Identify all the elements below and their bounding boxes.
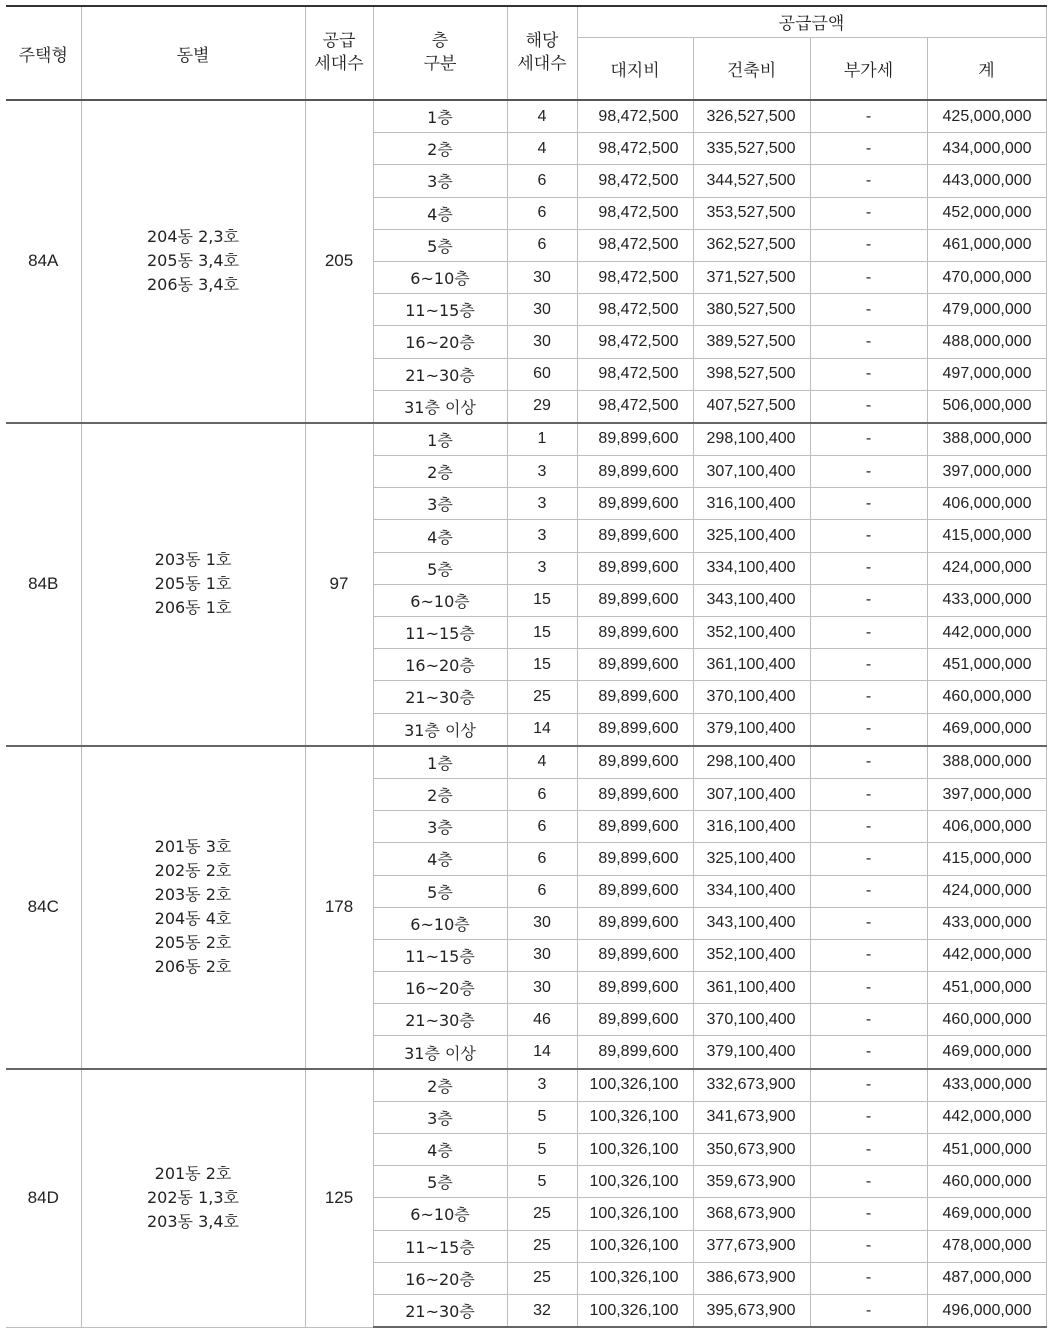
building-list-cell [81,100,305,423]
construction-price-cell: 343,100,400 [693,907,810,939]
unit-type-cell: 84B [6,423,81,746]
total-price-cell: 451,000,000 [927,649,1046,681]
header-building: 동별 [81,6,305,100]
floor-cell: 16~20층 [373,1262,507,1294]
vat-cell: - [810,681,927,713]
construction-price-cell: 370,100,400 [693,1004,810,1036]
units-cell: 6 [507,229,577,261]
header-units [507,6,577,100]
building-line: 203동 2호 [154,885,232,905]
vat-cell: - [810,358,927,390]
total-price-cell: 424,000,000 [927,552,1046,584]
units-cell: 5 [507,1101,577,1133]
vat-cell: - [810,1198,927,1230]
total-price-cell: 487,000,000 [927,1262,1046,1294]
total-price-cell: 397,000,000 [927,778,1046,810]
floor-cell: 11~15층 [373,939,507,971]
table-row [6,1069,1046,1102]
construction-price-cell: 326,527,500 [693,100,810,133]
land-price-cell: 100,326,100 [577,1166,693,1198]
total-price-cell: 460,000,000 [927,1004,1046,1036]
units-cell: 4 [507,133,577,165]
land-price-cell: 89,899,600 [577,907,693,939]
land-price-cell: 100,326,100 [577,1294,693,1327]
vat-cell: - [810,165,927,197]
supply-units-cell: 125 [305,1069,373,1328]
building-line: 204동 2,3호 [147,227,239,247]
total-price-cell: 470,000,000 [927,261,1046,293]
floor-cell: 21~30층 [373,1294,507,1327]
floor-cell: 16~20층 [373,649,507,681]
header-land: 대지비 [577,37,693,100]
vat-cell: - [810,456,927,488]
floor-cell: 31층 이상 [373,713,507,746]
construction-price-cell: 307,100,400 [693,778,810,810]
total-price-cell: 497,000,000 [927,358,1046,390]
total-price-cell: 460,000,000 [927,1166,1046,1198]
vat-cell: - [810,584,927,616]
vat-cell: - [810,1069,927,1102]
construction-price-cell: 352,100,400 [693,617,810,649]
land-price-cell: 89,899,600 [577,456,693,488]
vat-cell: - [810,907,927,939]
units-cell: 15 [507,649,577,681]
total-price-cell: 452,000,000 [927,197,1046,229]
floor-cell: 2층 [373,133,507,165]
floor-cell: 5층 [373,1166,507,1198]
land-price-cell: 100,326,100 [577,1198,693,1230]
supply-units-cell: 97 [305,423,373,746]
header-units-line1: 해당 [525,31,559,51]
construction-price-cell: 407,527,500 [693,390,810,423]
construction-price-cell: 380,527,500 [693,294,810,326]
total-price-cell: 506,000,000 [927,390,1046,423]
building-line: 202동 1,3호 [147,1188,239,1208]
total-price-cell: 388,000,000 [927,423,1046,456]
table-row [6,100,1046,133]
floor-cell: 5층 [373,875,507,907]
construction-price-cell: 361,100,400 [693,972,810,1004]
floor-cell: 4층 [373,520,507,552]
construction-price-cell: 371,527,500 [693,261,810,293]
building-list-cell [81,423,305,746]
total-price-cell: 461,000,000 [927,229,1046,261]
construction-price-cell: 316,100,400 [693,488,810,520]
units-cell: 6 [507,843,577,875]
table-row [6,746,1046,779]
construction-price-cell: 334,100,400 [693,875,810,907]
total-price-cell: 479,000,000 [927,294,1046,326]
header-supply-units-line2: 세대수 [314,54,364,74]
land-price-cell: 89,899,600 [577,423,693,456]
construction-price-cell: 316,100,400 [693,811,810,843]
building-line: 206동 2호 [154,957,232,977]
construction-price-cell: 334,100,400 [693,552,810,584]
construction-price-cell: 335,527,500 [693,133,810,165]
header-supply-units-line1: 공급 [322,31,356,51]
land-price-cell: 89,899,600 [577,488,693,520]
building-line: 204동 4호 [154,909,232,929]
units-cell: 30 [507,939,577,971]
vat-cell: - [810,972,927,1004]
floor-cell: 1층 [373,746,507,779]
land-price-cell: 98,472,500 [577,261,693,293]
units-cell: 15 [507,584,577,616]
floor-cell: 1층 [373,423,507,456]
units-cell: 30 [507,294,577,326]
floor-cell: 21~30층 [373,358,507,390]
floor-cell: 4층 [373,843,507,875]
land-price-cell: 98,472,500 [577,229,693,261]
building-line: 203동 1호 [154,550,232,570]
construction-price-cell: 344,527,500 [693,165,810,197]
header-price-group: 공급금액 [577,6,1046,37]
total-price-cell: 469,000,000 [927,1198,1046,1230]
vat-cell: - [810,294,927,326]
vat-cell: - [810,875,927,907]
units-cell: 6 [507,811,577,843]
vat-cell: - [810,649,927,681]
total-price-cell: 442,000,000 [927,1101,1046,1133]
land-price-cell: 89,899,600 [577,713,693,746]
table-header [6,6,1046,100]
floor-cell: 6~10층 [373,1198,507,1230]
total-price-cell: 469,000,000 [927,713,1046,746]
construction-price-cell: 379,100,400 [693,713,810,746]
land-price-cell: 89,899,600 [577,520,693,552]
units-cell: 6 [507,875,577,907]
units-cell: 25 [507,1262,577,1294]
units-cell: 30 [507,261,577,293]
vat-cell: - [810,552,927,584]
total-price-cell: 460,000,000 [927,681,1046,713]
land-price-cell: 89,899,600 [577,746,693,779]
units-cell: 29 [507,390,577,423]
land-price-cell: 98,472,500 [577,294,693,326]
vat-cell: - [810,1101,927,1133]
building-line: 206동 3,4호 [147,275,239,295]
construction-price-cell: 307,100,400 [693,456,810,488]
floor-cell: 21~30층 [373,681,507,713]
construction-price-cell: 298,100,400 [693,746,810,779]
supply-units-cell: 205 [305,100,373,423]
vat-cell: - [810,1294,927,1327]
units-cell: 3 [507,488,577,520]
total-price-cell: 415,000,000 [927,520,1046,552]
total-price-cell: 469,000,000 [927,1036,1046,1069]
vat-cell: - [810,133,927,165]
total-price-cell: 434,000,000 [927,133,1046,165]
floor-cell: 5층 [373,552,507,584]
land-price-cell: 89,899,600 [577,1036,693,1069]
construction-price-cell: 350,673,900 [693,1134,810,1166]
construction-price-cell: 362,527,500 [693,229,810,261]
floor-cell: 2층 [373,778,507,810]
units-cell: 3 [507,456,577,488]
floor-cell: 2층 [373,456,507,488]
floor-cell: 2층 [373,1069,507,1102]
land-price-cell: 89,899,600 [577,811,693,843]
vat-cell: - [810,746,927,779]
land-price-cell: 89,899,600 [577,939,693,971]
total-price-cell: 451,000,000 [927,972,1046,1004]
vat-cell: - [810,1134,927,1166]
land-price-cell: 89,899,600 [577,649,693,681]
table-row [6,423,1046,456]
floor-cell: 31층 이상 [373,1036,507,1069]
units-cell: 46 [507,1004,577,1036]
land-price-cell: 89,899,600 [577,1004,693,1036]
floor-cell: 6~10층 [373,584,507,616]
units-cell: 14 [507,1036,577,1069]
construction-price-cell: 325,100,400 [693,520,810,552]
land-price-cell: 98,472,500 [577,390,693,423]
total-price-cell: 443,000,000 [927,165,1046,197]
floor-cell: 11~15층 [373,294,507,326]
construction-price-cell: 352,100,400 [693,939,810,971]
units-cell: 3 [507,1069,577,1102]
units-cell: 6 [507,197,577,229]
units-cell: 25 [507,1230,577,1262]
header-total: 계 [927,37,1046,100]
total-price-cell: 388,000,000 [927,746,1046,779]
header-supply-units [305,6,373,100]
vat-cell: - [810,390,927,423]
units-cell: 25 [507,681,577,713]
total-price-cell: 425,000,000 [927,100,1046,133]
vat-cell: - [810,261,927,293]
construction-price-cell: 379,100,400 [693,1036,810,1069]
floor-cell: 31층 이상 [373,390,507,423]
vat-cell: - [810,229,927,261]
building-list-cell [81,746,305,1069]
building-line: 206동 1호 [154,598,232,618]
construction-price-cell: 298,100,400 [693,423,810,456]
construction-price-cell: 353,527,500 [693,197,810,229]
units-cell: 5 [507,1166,577,1198]
land-price-cell: 100,326,100 [577,1262,693,1294]
floor-cell: 1층 [373,100,507,133]
header-construction: 건축비 [693,37,810,100]
units-cell: 60 [507,358,577,390]
land-price-cell: 98,472,500 [577,358,693,390]
table-body [6,100,1046,1327]
building-line: 205동 2호 [154,933,232,953]
total-price-cell: 406,000,000 [927,811,1046,843]
land-price-cell: 100,326,100 [577,1134,693,1166]
total-price-cell: 496,000,000 [927,1294,1046,1327]
land-price-cell: 100,326,100 [577,1230,693,1262]
supply-units-cell: 178 [305,746,373,1069]
vat-cell: - [810,423,927,456]
floor-cell: 5층 [373,229,507,261]
construction-price-cell: 370,100,400 [693,681,810,713]
total-price-cell: 415,000,000 [927,843,1046,875]
units-cell: 5 [507,1134,577,1166]
construction-price-cell: 368,673,900 [693,1198,810,1230]
construction-price-cell: 398,527,500 [693,358,810,390]
land-price-cell: 98,472,500 [577,133,693,165]
land-price-cell: 89,899,600 [577,552,693,584]
vat-cell: - [810,1004,927,1036]
construction-price-cell: 325,100,400 [693,843,810,875]
floor-cell: 21~30층 [373,1004,507,1036]
building-line: 203동 3,4호 [147,1212,239,1232]
building-line: 201동 2호 [154,1164,232,1184]
units-cell: 3 [507,520,577,552]
header-floor-line2: 구분 [423,54,457,74]
land-price-cell: 98,472,500 [577,100,693,133]
vat-cell: - [810,488,927,520]
total-price-cell: 442,000,000 [927,617,1046,649]
construction-price-cell: 341,673,900 [693,1101,810,1133]
total-price-cell: 478,000,000 [927,1230,1046,1262]
construction-price-cell: 386,673,900 [693,1262,810,1294]
vat-cell: - [810,100,927,133]
vat-cell: - [810,617,927,649]
construction-price-cell: 359,673,900 [693,1166,810,1198]
total-price-cell: 424,000,000 [927,875,1046,907]
units-cell: 30 [507,326,577,358]
units-cell: 4 [507,746,577,779]
floor-cell: 6~10층 [373,907,507,939]
units-cell: 30 [507,907,577,939]
land-price-cell: 98,472,500 [577,197,693,229]
land-price-cell: 89,899,600 [577,843,693,875]
vat-cell: - [810,197,927,229]
units-cell: 4 [507,100,577,133]
vat-cell: - [810,713,927,746]
total-price-cell: 433,000,000 [927,907,1046,939]
land-price-cell: 98,472,500 [577,326,693,358]
vat-cell: - [810,326,927,358]
header-type: 주택형 [6,6,81,100]
land-price-cell: 100,326,100 [577,1101,693,1133]
building-line: 202동 2호 [154,861,232,881]
floor-cell: 6~10층 [373,261,507,293]
total-price-cell: 442,000,000 [927,939,1046,971]
units-cell: 32 [507,1294,577,1327]
land-price-cell: 89,899,600 [577,584,693,616]
floor-cell: 3층 [373,488,507,520]
header-floor [373,6,507,100]
construction-price-cell: 389,527,500 [693,326,810,358]
land-price-cell: 89,899,600 [577,681,693,713]
building-list-cell [81,1069,305,1328]
vat-cell: - [810,778,927,810]
total-price-cell: 397,000,000 [927,456,1046,488]
units-cell: 25 [507,1198,577,1230]
unit-type-cell: 84A [6,100,81,423]
floor-cell: 4층 [373,197,507,229]
floor-cell: 3층 [373,1101,507,1133]
units-cell: 6 [507,778,577,810]
units-cell: 14 [507,713,577,746]
building-line: 205동 1호 [154,574,232,594]
land-price-cell: 100,326,100 [577,1069,693,1102]
vat-cell: - [810,1036,927,1069]
vat-cell: - [810,843,927,875]
vat-cell: - [810,520,927,552]
floor-cell: 11~15층 [373,617,507,649]
construction-price-cell: 343,100,400 [693,584,810,616]
total-price-cell: 451,000,000 [927,1134,1046,1166]
vat-cell: - [810,1166,927,1198]
vat-cell: - [810,939,927,971]
units-cell: 15 [507,617,577,649]
header-floor-line1: 층 [431,31,449,51]
floor-cell: 4층 [373,1134,507,1166]
vat-cell: - [810,1262,927,1294]
floor-cell: 16~20층 [373,972,507,1004]
land-price-cell: 98,472,500 [577,165,693,197]
total-price-cell: 488,000,000 [927,326,1046,358]
units-cell: 1 [507,423,577,456]
floor-cell: 3층 [373,165,507,197]
header-vat: 부가세 [810,37,927,100]
construction-price-cell: 332,673,900 [693,1069,810,1102]
construction-price-cell: 395,673,900 [693,1294,810,1327]
land-price-cell: 89,899,600 [577,778,693,810]
supply-price-table [6,5,1047,1328]
total-price-cell: 433,000,000 [927,584,1046,616]
land-price-cell: 89,899,600 [577,972,693,1004]
building-line: 201동 3호 [154,837,232,857]
units-cell: 3 [507,552,577,584]
land-price-cell: 89,899,600 [577,875,693,907]
header-units-line2: 세대수 [517,54,567,74]
construction-price-cell: 377,673,900 [693,1230,810,1262]
vat-cell: - [810,1230,927,1262]
unit-type-cell: 84C [6,746,81,1069]
vat-cell: - [810,811,927,843]
building-line: 205동 3,4호 [147,251,239,271]
floor-cell: 11~15층 [373,1230,507,1262]
floor-cell: 16~20층 [373,326,507,358]
land-price-cell: 89,899,600 [577,617,693,649]
construction-price-cell: 361,100,400 [693,649,810,681]
units-cell: 6 [507,165,577,197]
units-cell: 30 [507,972,577,1004]
unit-type-cell: 84D [6,1069,81,1328]
total-price-cell: 433,000,000 [927,1069,1046,1102]
floor-cell: 3층 [373,811,507,843]
total-price-cell: 406,000,000 [927,488,1046,520]
